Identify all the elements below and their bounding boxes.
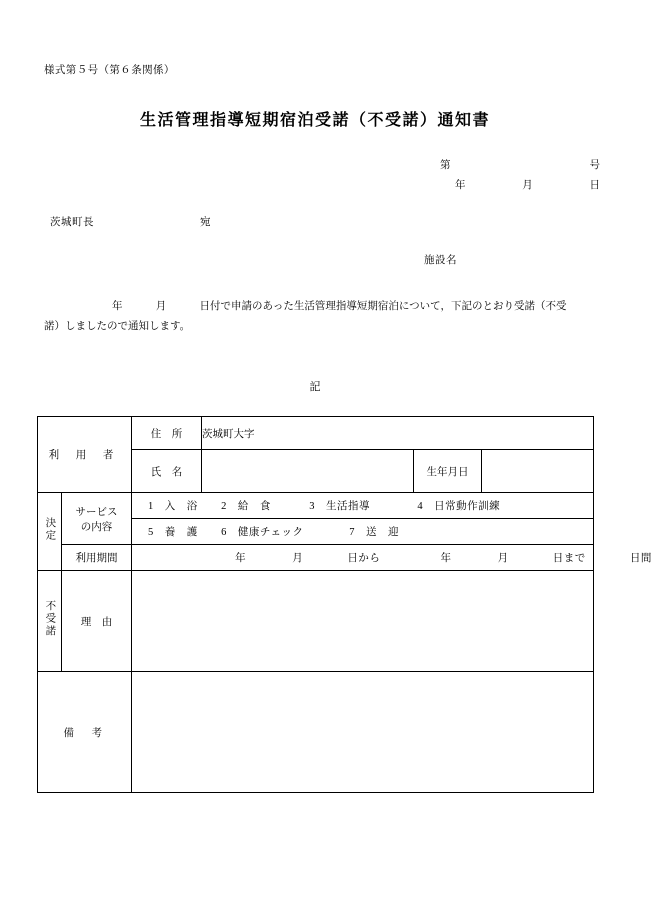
- body-paragraph: [44, 297, 589, 337]
- service-row-2-cell[interactable]: [132, 519, 594, 545]
- remark-value-cell[interactable]: [132, 672, 594, 793]
- service-label-line-2: の内容: [80, 521, 113, 533]
- body-line-1: [44, 297, 589, 317]
- service-label-cell: [62, 493, 132, 545]
- ki-mark: 記: [309, 381, 321, 393]
- birth-value-cell[interactable]: [482, 450, 594, 493]
- date-day-label: 日: [589, 180, 600, 191]
- period-year-2: 年: [440, 553, 452, 564]
- service-item-7: 7 送 迎: [349, 527, 399, 538]
- period-to: 日まで: [552, 553, 586, 564]
- name-label: 氏 名: [150, 466, 183, 478]
- service-item-1: 1 入 浴: [148, 501, 198, 512]
- name-label-cell: [132, 450, 202, 493]
- table-row-remark: [38, 672, 594, 793]
- body-line-1-text: 日付で申請のあった生活管理指導短期宿泊について，下記のとおり受諾（不受: [199, 301, 567, 312]
- facility-name-label: 施設名: [424, 255, 457, 266]
- decision-label-cell: [38, 493, 62, 571]
- date-month-label: 月: [522, 180, 533, 191]
- reject-label: 不受諾: [44, 600, 56, 638]
- period-parts: [132, 550, 652, 565]
- reason-label-cell: [62, 571, 132, 672]
- remark-label-cell: [38, 672, 132, 793]
- form-table: [37, 416, 652, 793]
- page-title: 生活管理指導短期宿泊受諾（不受諾）通知書: [139, 112, 490, 129]
- table-row-period: [38, 545, 594, 571]
- address-value-cell[interactable]: [202, 417, 594, 450]
- period-from: 日から: [347, 553, 381, 564]
- service-items-row-1: [132, 498, 593, 513]
- addressee: 茨城町長: [50, 217, 94, 228]
- name-value-cell[interactable]: [202, 450, 414, 493]
- service-label-line-1: サービス: [75, 506, 118, 518]
- reason-label: 理 由: [80, 616, 113, 628]
- service-item-2: 2 給 食: [221, 501, 271, 512]
- birth-label-cell: [414, 450, 482, 493]
- remark-label: 備 考: [63, 727, 106, 739]
- document-date-row: [455, 177, 600, 192]
- period-days: 日間: [629, 553, 652, 564]
- number-label-left: 第: [440, 160, 451, 171]
- addressee-suffix: 宛: [200, 217, 211, 228]
- period-year-1: 年: [235, 553, 247, 564]
- date-year-label: 年: [455, 180, 466, 191]
- address-label-cell: [132, 417, 202, 450]
- period-month-2: 月: [497, 553, 509, 564]
- apply-year-label: 年: [112, 301, 123, 312]
- service-item-3: 3 生活指導: [309, 501, 370, 512]
- reason-value-cell[interactable]: [132, 571, 594, 672]
- address-label: 住 所: [150, 428, 183, 440]
- service-row-1-cell[interactable]: [132, 493, 594, 519]
- body-line-2: 諾）しましたので通知します。: [44, 320, 191, 332]
- decision-label: 決定: [44, 517, 56, 543]
- table-row-service-1: [38, 493, 594, 519]
- apply-month-label: 月: [155, 301, 167, 312]
- address-value: 茨城町大字: [202, 428, 255, 440]
- service-item-4: 4 日常動作訓練: [417, 501, 501, 512]
- table-row-address: [38, 417, 594, 450]
- user-label: 利 用 者: [48, 450, 121, 461]
- user-label-cell: [38, 417, 132, 493]
- table-row-reason: [38, 571, 594, 672]
- service-item-5: 5 養 護: [148, 527, 198, 538]
- number-label-right: 号: [589, 160, 600, 171]
- period-month-1: 月: [292, 553, 304, 564]
- period-label: 利用期間: [75, 553, 118, 564]
- document-number-row: [440, 157, 600, 172]
- form-number: 様式第５号（第６条関係）: [44, 65, 175, 76]
- service-item-6: 6 健康チェック: [221, 527, 304, 538]
- period-label-cell: [62, 545, 132, 571]
- period-value-cell[interactable]: [132, 545, 652, 571]
- reject-label-cell: [38, 571, 62, 672]
- birth-label: 生年月日: [426, 466, 469, 478]
- service-items-row-2: [132, 524, 593, 539]
